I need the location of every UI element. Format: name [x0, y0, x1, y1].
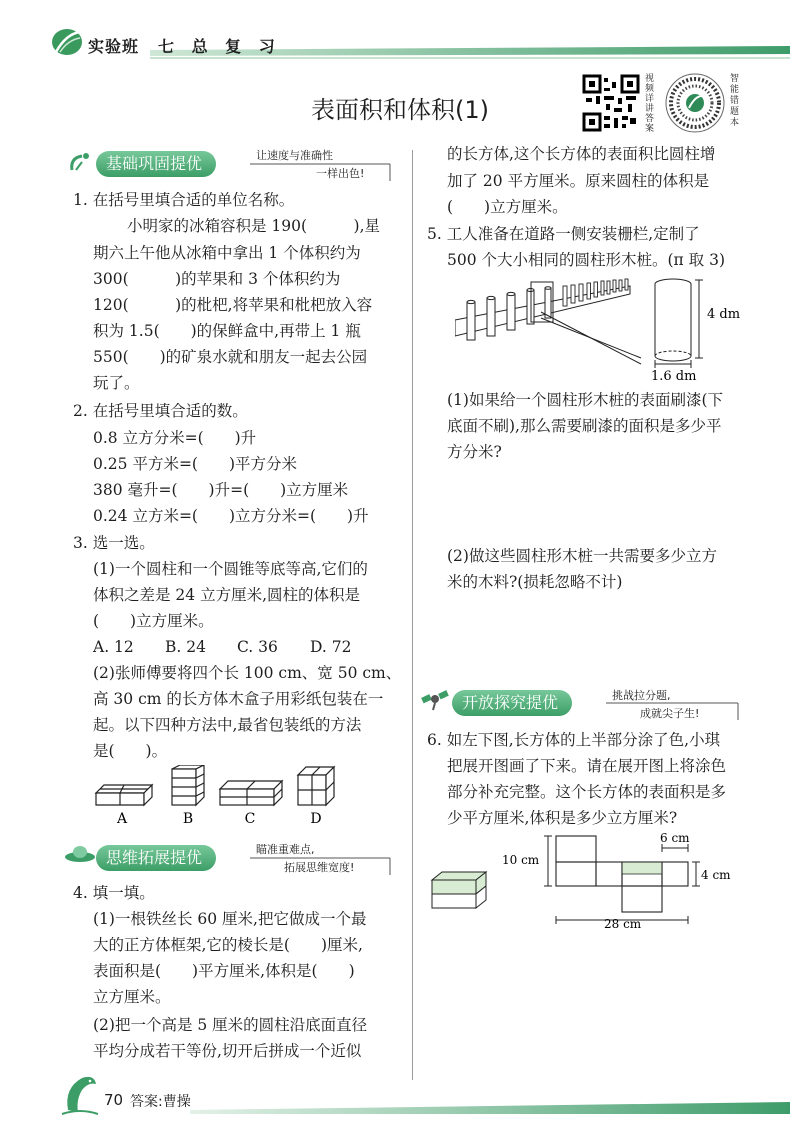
q5-height-label: 4 dm	[707, 307, 741, 322]
qr-wrongbook-label: 智能错题本	[730, 74, 740, 128]
q4-p1-line-3: 表面积是( )平方厘米,体积是( )	[93, 962, 355, 980]
q4-cont-line-1: 的长方体,这个长方体的表面积比圆柱增	[447, 145, 716, 163]
q4-p1-line-1: (1)一根铁丝长 60 厘米,把它做成一个最	[93, 910, 367, 928]
q1-line-7: 玩了。	[93, 374, 140, 392]
q2-line-1: 0.8 立方分米=( )升	[93, 429, 257, 447]
q4-p1-line-2: 大的正方体框架,它的棱长是( )厘米,	[93, 936, 363, 954]
section-banner-thinking: 思维拓展提优	[96, 845, 216, 871]
q3-stem: 3. 选一选。	[73, 534, 155, 552]
section-banner-open: 开放探究提优	[452, 690, 572, 716]
q1-line-4: 120( )的枇杷,将苹果和枇杷放入容	[93, 296, 373, 314]
footer-answer: 答案:曹操	[130, 1094, 191, 1110]
slogan-underline	[250, 857, 395, 879]
q4-p2-line-1: (2)把一个高是 5 厘米的圆柱沿底面直径	[93, 1016, 368, 1034]
q5-p2-line-2: 米的木料?(损耗忽略不计)	[447, 573, 623, 591]
q6-cuboid-figure	[430, 868, 492, 912]
q6-depth-label: 4 cm	[701, 868, 731, 882]
slogan-underline	[606, 702, 746, 724]
section-slogan-open-2: 成就尖子生!	[640, 707, 700, 720]
dolphin-icon	[60, 1070, 100, 1118]
header-book: 实验班	[88, 37, 140, 56]
leaf-logo-icon	[50, 26, 84, 58]
q5-p1-line-1: (1)如果给一个圆柱形木桩的表面刷漆(下	[447, 391, 724, 409]
satellite-icon	[420, 688, 450, 714]
q3-p2-line-2: 高 30 cm 的长方体木盒子用彩纸包装在一	[93, 690, 384, 708]
q4-cont-line-3: ( )立方厘米。	[447, 198, 568, 216]
q4-stem: 4. 填一填。	[73, 884, 155, 902]
q3-p2-line-3: 起。以下四种方法中,最省包装纸的方法	[93, 716, 362, 734]
qr-video-label: 视频详讲答案	[645, 74, 655, 134]
section-slogan-thinking-1: 瞄准重难点,	[256, 843, 315, 856]
q6-line-2: 把展开图画了下来。请在展开图上将涂色	[447, 757, 727, 775]
q3-p2-line-4: 是( )。	[93, 742, 168, 760]
q2-line-4: 0.24 立方米=( )立方分米=( )升	[93, 507, 369, 525]
q6-width-label: 6 cm	[660, 831, 690, 845]
q1-line-5: 积为 1.5( )的保鲜盒中,再带上 1 瓶	[93, 322, 361, 340]
q6-line-1: 6. 如左下图,长方体的上半部分涂了色,小琪	[427, 731, 721, 749]
q1-line-1: 小明家的冰箱容积是 190( ),星	[127, 217, 381, 235]
slogan-underline	[250, 163, 395, 185]
q5-p1-line-2: 底面不刷),那么需要刷漆的面积是多少平	[447, 417, 722, 435]
q3-box-arrangements-figure	[92, 765, 402, 827]
q3-p1-line-1: (1)一个圆柱和一个圆锥等底等高,它们的	[93, 560, 368, 578]
q6-line-3: 部分补充完整。这个长方体的表面积是多	[447, 783, 727, 801]
q4-p2-line-2: 平均分成若干等份,切开后拼成一个近似	[93, 1042, 362, 1060]
q3-fig-label-a: A	[116, 811, 128, 827]
q1-stem: 1. 在括号里填合适的单位名称。	[73, 191, 295, 209]
q3-choice-b: B. 24	[165, 638, 206, 656]
section-slogan-thinking-2: 拓展思维宽度!	[284, 861, 355, 874]
q4-p1-line-4: 立方厘米。	[93, 988, 171, 1006]
qr-code-icon[interactable]	[582, 74, 640, 132]
q5-stem-line-2: 500 个大小相同的圆柱形木桩。(π 取 3)	[447, 251, 726, 269]
q1-line-3: 300( )的苹果和 3 个体积约为	[93, 270, 341, 288]
ufo-icon	[64, 843, 96, 867]
q1-line-2: 期六上午他从冰箱中拿出 1 个体积约为	[93, 244, 361, 262]
q5-fence-figure	[455, 272, 745, 384]
footer-bar	[190, 1098, 790, 1118]
q3-p1-line-2: 体积之差是 24 立方厘米,圆柱的体积是	[93, 586, 361, 604]
q6-net-figure	[500, 830, 740, 934]
q2-stem: 2. 在括号里填合适的数。	[73, 402, 248, 420]
q6-height-label: 10 cm	[502, 853, 540, 867]
q3-choice-c: C. 36	[237, 638, 278, 656]
q3-choice-a: A. 12	[93, 638, 134, 656]
satellite-dish-icon	[68, 150, 94, 176]
q3-fig-label-c: C	[244, 811, 256, 827]
q3-p1-line-3: ( )立方厘米。	[93, 612, 214, 630]
q5-p2-line-1: (2)做这些圆柱形木桩一共需要多少立方	[447, 547, 717, 565]
q6-line-4: 少平方厘米,体积是多少立方厘米?	[447, 809, 678, 827]
q3-choice-d: D. 72	[310, 638, 352, 656]
q4-cont-line-2: 加了 20 平方厘米。原来圆柱的体积是	[447, 172, 710, 190]
column-divider	[412, 150, 413, 1080]
q2-line-2: 0.25 平方米=( )平方分米	[93, 455, 298, 473]
section-banner-basic: 基础巩固提优	[96, 151, 216, 177]
section-slogan-basic-1: 让速度与准确性	[256, 149, 333, 162]
q5-p1-line-3: 方分米?	[447, 443, 502, 461]
page-title: 表面积和体积(1)	[311, 96, 489, 124]
q3-fig-label-b: B	[182, 811, 194, 827]
page-number: 70	[104, 1091, 124, 1109]
section-slogan-basic-2: 一样出色!	[316, 167, 365, 180]
q3-fig-label-d: D	[310, 811, 322, 827]
q2-line-3: 380 毫升=( )升=( )立方厘米	[93, 481, 349, 499]
q1-line-6: 550( )的矿泉水就和朋友一起去公园	[93, 348, 368, 366]
section-slogan-open-1: 挑战拉分题,	[612, 689, 671, 702]
q5-diameter-label: 1.6 dm	[651, 369, 697, 384]
header-section: 七 总 复 习	[158, 37, 281, 56]
q3-p2-line-1: (2)张师傅要将四个长 100 cm、宽 50 cm、	[93, 664, 402, 682]
q5-stem-line-1: 5. 工人准备在道路一侧安装栅栏,定制了	[427, 225, 700, 243]
smart-wrongbook-qr-icon[interactable]	[664, 72, 726, 134]
q6-total-label: 28 cm	[604, 917, 642, 931]
